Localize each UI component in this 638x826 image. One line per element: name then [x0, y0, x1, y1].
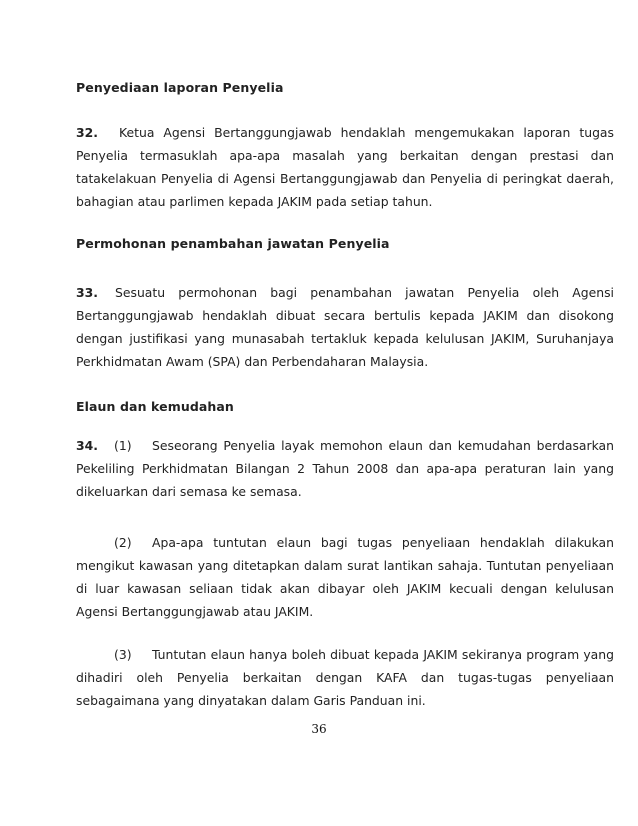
heading-penyediaan-laporan: Penyediaan laporan Penyelia [76, 80, 284, 95]
heading-elaun-kemudahan: Elaun dan kemudahan [76, 399, 234, 414]
paragraph-text: Apa-apa tuntutan elaun bagi tugas penyeliaan hendaklah dilakukan mengikut kawasan yang ditetapkan dalam surat lantikan sahaja. Tuntutan penyeliaan di luar kawasan seliaan tidak akan dibayar oleh JAKIM kecuali dengan kelulusan Agensi Bertanggungjawab atau JAKIM. [76, 535, 614, 619]
page-number: 36 [311, 722, 327, 736]
paragraph-text: Tuntutan elaun hanya boleh dibuat kepada JAKIM sekiranya program yang dihadiri oleh Penyelia berkaitan dengan KAFA dan tugas-tugas penyeliaan sebagaimana yang dinyatakan dalam Garis Panduan ini. [76, 647, 614, 708]
paragraph-32 [76, 121, 614, 213]
heading-permohonan-penambahan: Permohonan penambahan jawatan Penyelia [76, 236, 390, 251]
paragraph-34-3 [76, 643, 614, 712]
paragraph-text: Ketua Agensi Bertanggungjawab hendaklah mengemukakan laporan tugas Penyelia termasuklah apa-apa masalah yang berkaitan dengan prestasi dan tatakelakuan Penyelia di Agensi Bertanggungjawab dan Penyelia di peringkat daerah, bahagian atau parlimen kepada JAKIM pada setiap tahun. [76, 125, 614, 209]
paragraph-34-1 [76, 434, 614, 503]
sub-number: (2) [114, 535, 132, 550]
sub-number: (3) [114, 647, 132, 662]
paragraph-33 [76, 281, 614, 373]
paragraph-34-2 [76, 531, 614, 623]
paragraph-number: 34. [76, 438, 98, 453]
paragraph-number: 32. [76, 125, 98, 140]
paragraph-text: Seseorang Penyelia layak memohon elaun dan kemudahan berdasarkan Pekeliling Perkhidmatan Bilangan 2 Tahun 2008 dan apa-apa peraturan lain yang dikeluarkan dari semasa ke semasa. [76, 438, 614, 499]
sub-number: (1) [114, 438, 132, 453]
paragraph-text: Sesuatu permohonan bagi penambahan jawatan Penyelia oleh Agensi Bertanggungjawab hendaklah dibuat secara bertulis kepada JAKIM dan disokong dengan justifikasi yang munasabah tertakluk kepada kelulusan JAKIM, Suruhanjaya Perkhidmatan Awam (SPA) dan Perbendaharan Malaysia. [76, 285, 614, 369]
paragraph-number: 33. [76, 285, 98, 300]
